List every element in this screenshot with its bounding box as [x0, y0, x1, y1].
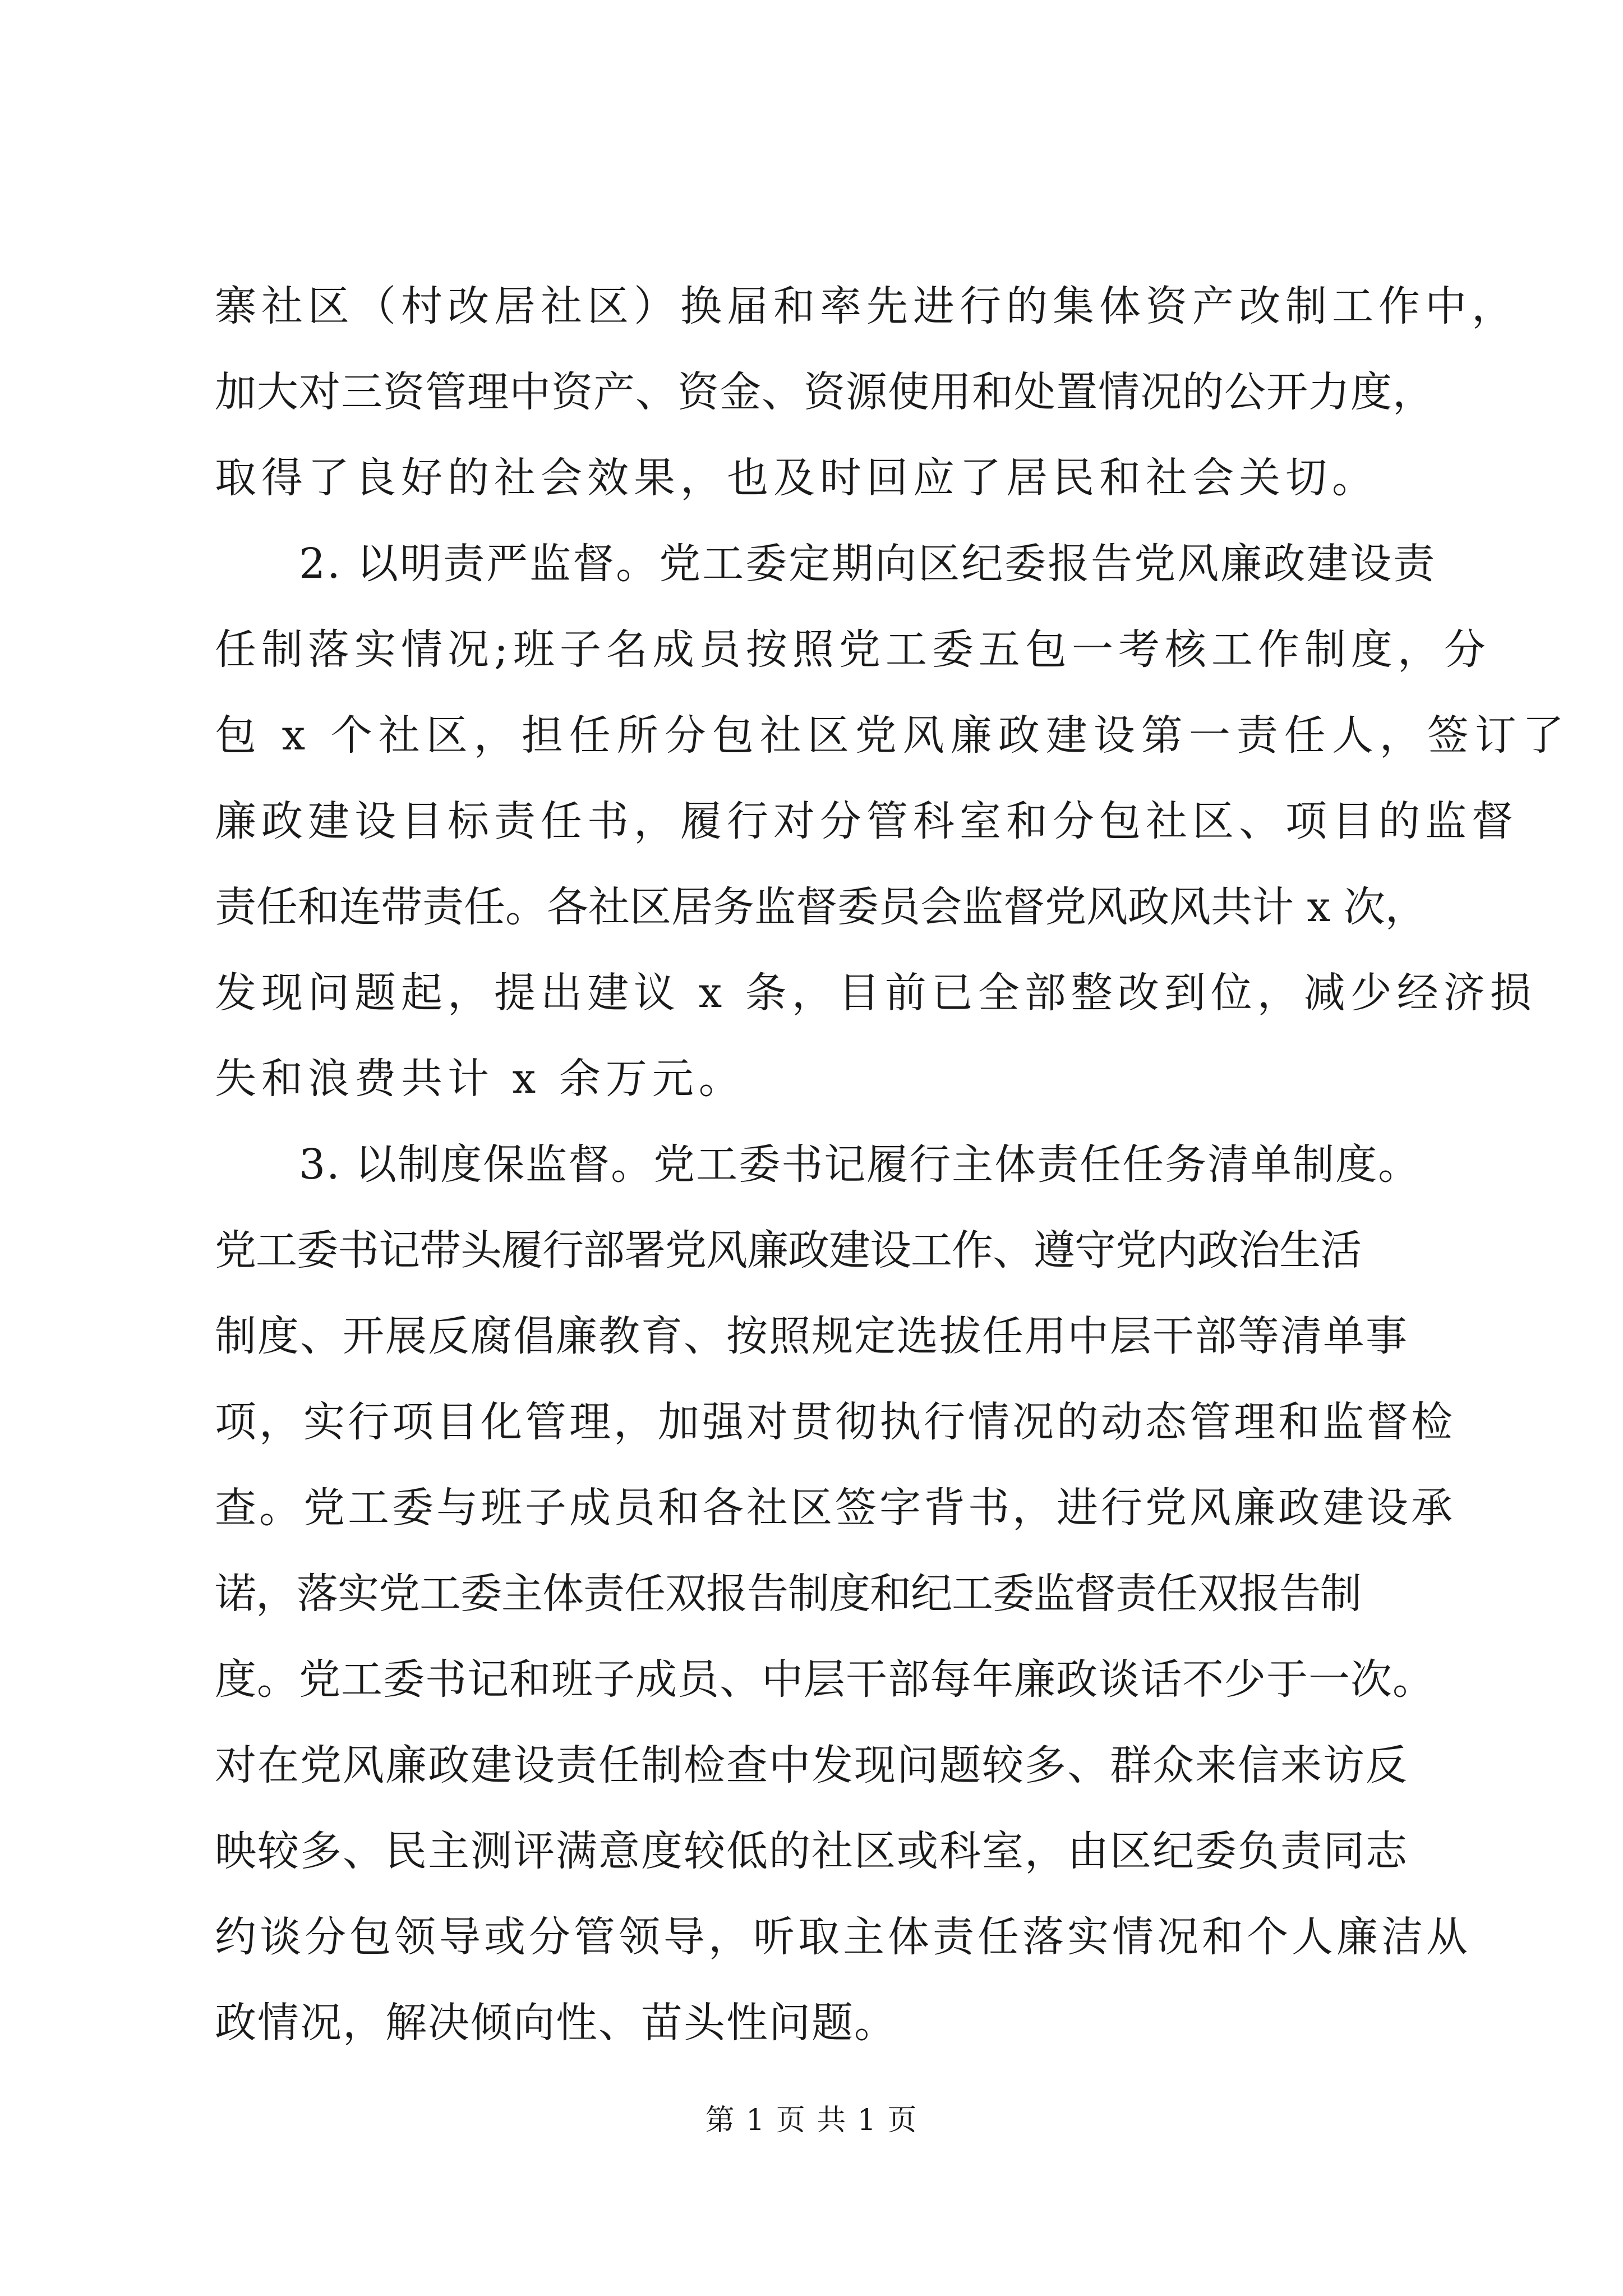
paragraph-line: 3. 以制度保监督。党工委书记履行主体责任任务清单制度。: [299, 1140, 1421, 1189]
paragraph-line: 党工委书记带头履行部署党风廉政建设工作、遵守党内政治生活: [215, 1226, 1361, 1274]
paragraph-line: 加大对三资管理中资产、资金、资源使用和处置情况的公开力度，: [215, 368, 1435, 416]
paragraph-line: 廉政建设目标责任书，履行对分管科室和分包社区、项目的监督: [215, 797, 1518, 845]
paragraph-line: 制度、开展反腐倡廉教育、按照规定选拔任用中层干部等清单事: [215, 1312, 1408, 1360]
paragraph-line: 约谈分包领导或分管领导，听取主体责任落实情况和个人廉洁从: [215, 1913, 1471, 1961]
paragraph-line: 2. 以明责严监督。党工委定期向区纪委报告党风廉政建设责: [299, 540, 1437, 588]
page-footer: [0, 2101, 1623, 2140]
paragraph-line: 包 x 个社区，担任所分包社区党风廉政建设第一责任人，签订了: [215, 711, 1570, 760]
paragraph-line: 政情况，解决倾向性、苗头性问题。: [215, 1999, 897, 2047]
paragraph-line: 失和浪费共计 x 余万元。: [215, 1055, 745, 1103]
paragraph-line: 取得了良好的社会效果，也及时回应了居民和社会关切。: [215, 454, 1378, 502]
document-body: [215, 264, 1570, 2066]
paragraph-line: 项，实行项目化管理，加强对贯彻执行情况的动态管理和监督检: [215, 1398, 1455, 1446]
paragraph-line: 寨社区（村改居社区）换届和率先进行的集体资产改制工作中，: [215, 282, 1518, 330]
paragraph-line: 发现问题起，提出建议 x 条，目前已全部整改到位，减少经济损: [215, 969, 1537, 1017]
paragraph-line: 任制落实情况;班子名成员按照党工委五包一考核工作制度，分: [215, 625, 1491, 674]
paragraph-line: 对在党风廉政建设责任制检查中发现问题较多、群众来信来访反: [215, 1741, 1408, 1789]
paragraph-line: 诺，落实党工委主体责任双报告制度和纪工委监督责任双报告制: [215, 1570, 1361, 1618]
paragraph-line: 责任和连带责任。各社区居务监督委员会监督党风政风共计 x 次，: [215, 883, 1427, 931]
paragraph-line: 度。党工委书记和班子成员、中层干部每年廉政谈话不少于一次。: [215, 1655, 1435, 1704]
paragraph-line: 映较多、民主测评满意度较低的社区或科室，由区纪委负责同志: [215, 1827, 1408, 1875]
page-number-label: 第 1 页 共 1 页: [705, 2104, 918, 2137]
paragraph-line: 查。党工委与班子成员和各社区签字背书，进行党风廉政建设承: [215, 1484, 1455, 1532]
